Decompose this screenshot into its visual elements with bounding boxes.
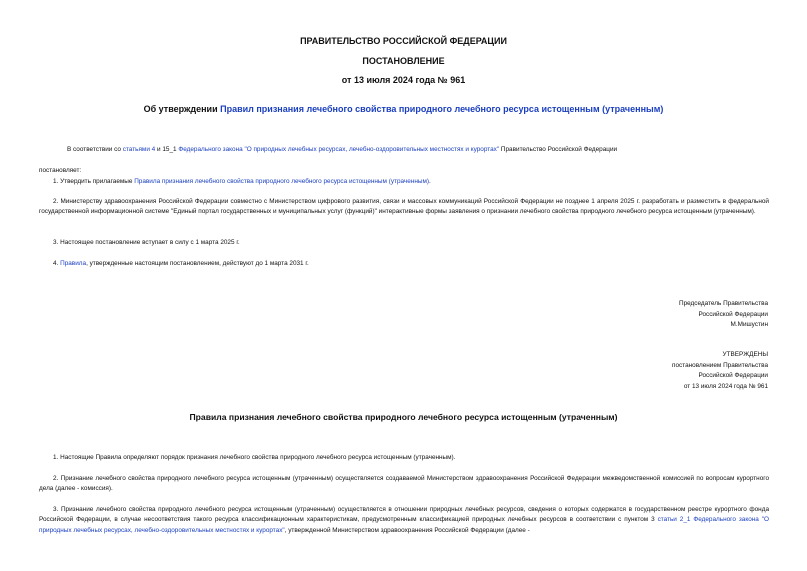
item-4-pre: 4. [53,260,61,267]
item-1 [53,177,773,187]
approved-line-4: от 13 июля 2024 года № 961 [683,382,768,390]
rules-title: Правила признания лечебного свойства природного лечебного ресурса истощенным (утраченным) [189,412,618,422]
header-date: от 13 июля 2024 года № 961 [341,75,466,85]
preamble-link-articles[interactable]: статьями 4 [122,146,156,153]
approved-line-1: УТВЕРЖДЕНЫ [722,351,768,358]
approved-line-2: постановлением Правительства [672,361,768,369]
rules-para-3 [39,505,769,536]
preamble-text-1: В соответствии со [67,146,123,153]
header-doc-type: ПОСТАНОВЛЕНИЕ [362,56,445,66]
preamble-text-3: Правительство Российской Федерации [499,146,618,153]
rules-para-1: 1. Настоящие Правила определяют порядок признания лечебного свойства природного лечебного ресурса истощенным (утраченным). [53,454,456,461]
item-4-text: , утвержденные настоящим постановлением, действуют до 1 марта 2031 г. [86,260,309,267]
rules-para-3-end: , утвержденной Министерством здравоохранения Российской Федерации (далее - [284,526,530,534]
item-2: 2. Министерству здравоохранения Российской Федерации совместно с Министерством цифрового развития, связи и массовых коммуникаций Российской Федерации не позднее 1 апреля 2025 г. разработать и разместить в федеральной государственной информационной системе "Единый портал государственных и муниципальных услуг (функций)" интерактивные формы заявления о признании лечебного свойства природного лечебного ресурса истощенным (утраченным). [39,198,769,216]
signature-line-2: Российской Федерации [698,310,768,318]
approved-block [672,350,768,392]
item-4 [53,259,773,269]
resolves-word: постановляет: [39,167,82,174]
rules-para-3-link[interactable]: статьи 2_1 Федерального закона "О природных лечебных ресурсах, лечебно-оздоровительных местностях и курортах" [39,516,769,534]
approved-line-3: Российской Федерации [698,372,768,380]
signature-block [679,299,768,331]
rules-para-3-text: 3. Признание лечебного свойства природного лечебного ресурса истощенным (утраченным) осуществляется в отношении природных лечебных ресурсов, сведения о которых содержатся в государственном реестре курортного фонда Российской Федерации, в случае несоответствия такого ресурса классификационным характеристикам, предусмотренным классификацией природных лечебных ресурсов в соответствии с пунктом 3 [39,506,769,524]
title-prefix: Об утверждении [143,104,221,114]
preamble-link-law[interactable]: Федерального закона "О природных лечебных ресурсах, лечебно-оздоровительных местностях и курортах" [178,146,500,153]
preamble-text-2: и 15_1 [155,146,179,153]
rules-para-2: 2. Признание лечебного свойства природного лечебного ресурса истощенным (утраченным) осуществляется создаваемой Министерством здравоохранения Российской Федерации межведомственной комиссией по вопросам курортного дела (далее - комиссия). [39,475,769,493]
item-1-text: 1. Утвердить прилагаемые [53,178,135,185]
title-link[interactable]: Правил признания лечебного свойства природного лечебного ресурса истощенным (утраченным) [220,104,664,114]
signature-line-3: М.Мишустин [730,321,768,329]
header-gov: ПРАВИТЕЛЬСТВО РОССИЙСКОЙ ФЕДЕРАЦИИ [300,36,507,46]
document-title [0,104,807,114]
item-1-link[interactable]: Правила признания лечебного свойства природного лечебного ресурса истощенным (утраченным) [134,178,429,185]
signature-line-1: Председатель Правительства [679,300,768,307]
item-3: 3. Настоящее постановление вступает в силу с 1 марта 2025 г. [53,239,240,246]
item-1-end: . [428,178,431,185]
item-4-link[interactable]: Правила [60,260,87,267]
preamble [67,145,767,155]
